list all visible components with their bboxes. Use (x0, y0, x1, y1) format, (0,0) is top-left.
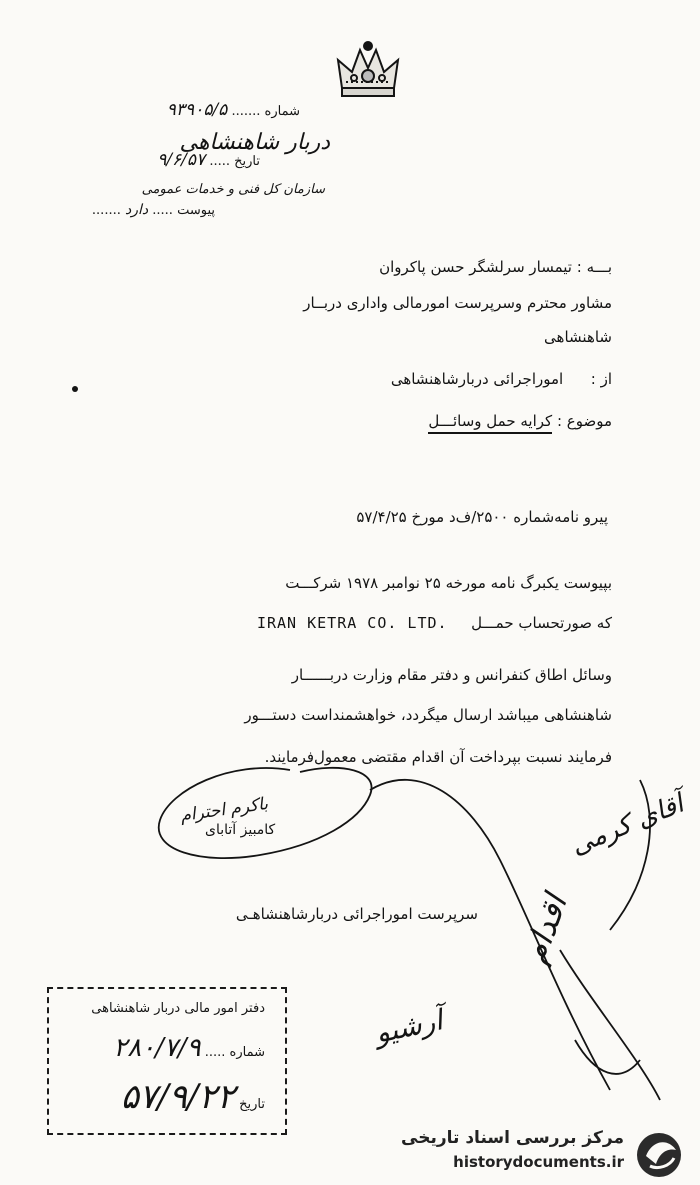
stamp-date-value: ۵۷/۹/۲۲ (120, 1077, 235, 1117)
receipt-stamp (47, 987, 287, 1135)
reference-date: تاریخ ..... ۹/۶/۵۷ (157, 150, 260, 170)
annotation-note-2: اقدام (515, 889, 575, 969)
body-line-2-text: که صورتحساب حمـــل (471, 614, 612, 632)
stamp-number-label: شماره (229, 1045, 265, 1060)
body-line-4: شاهنشاهی میباشد ارسال میگردد، خواهشمنداست دستـــور (244, 706, 612, 724)
annotation-note-1: آقای کرمی (566, 788, 688, 862)
letterhead-title: دربار شاهنشاهی (179, 130, 330, 155)
stamp-number: شماره ..... ۲۸۰/۷/۹ (113, 1033, 265, 1063)
stamp-title: دفتر امور مالی دربار شاهنشاهی (91, 1001, 265, 1016)
body-reference-line: پیرو نامه‌شماره ۲۵۰۰/ف‌د مورخ ۵۷/۴/۲۵ (356, 508, 608, 526)
reference-date-label: تاریخ (234, 154, 260, 169)
reference-number-value: ۹۳۹۰۵/۵ (166, 100, 228, 120)
reference-attachment: پیوست ..... دارد ....... (91, 202, 215, 218)
reference-number: شماره ....... ۹۳۹۰۵/۵ (166, 100, 300, 120)
subject-label: موضوع : (556, 412, 612, 430)
footer-organization: مرکز بررسی اسناد تاریخی (401, 1128, 624, 1148)
stamp-date (121, 1077, 265, 1117)
body-line-5: فرمایند نسبت بپرداخت آن اقدام مقتضی معمول‌فرمایند. (264, 748, 612, 766)
stamp-number-value: ۲۸۰/۷/۹ (113, 1033, 201, 1063)
company-name: IRAN KETRA CO. LTD. (256, 614, 448, 632)
annotation-note-3: آرشیو (372, 1003, 446, 1050)
body-line-1: بپیوست یکبرگ نامه مورخه ۲۵ نوامبر ۱۹۷۸ شرکـــت (285, 574, 612, 592)
recipient-line-2: مشاور محترم وسرپرست امورمالی واداری دربــار (303, 294, 612, 312)
footer-website[interactable]: historydocuments.ir (453, 1153, 624, 1171)
sender-value: اموراجرائی دربارشاهنشاهی (390, 370, 564, 388)
signer-name: کامبیز آتابای (205, 822, 276, 838)
signature-handwritten: باکرم احترام (179, 793, 270, 827)
recipient-name: تیمسار سرلشگر حسن پاکروان (379, 258, 572, 276)
recipient-line-3: شاهنشاهی (544, 328, 612, 346)
stamp-date-label: تاریخ (239, 1097, 265, 1112)
reference-number-label: شماره (264, 104, 300, 119)
reference-attachment-value: دارد (125, 202, 149, 218)
signer-title: سرپرست اموراجرائی دربارشاهنشاهـی (235, 905, 478, 923)
letterhead-subtitle: سازمان کل فنی و خدمات عمومی (141, 182, 325, 197)
recipient-to-label: بـــه : (576, 258, 612, 276)
sender-label: از : (590, 370, 612, 388)
reference-attachment-label: پیوست (177, 203, 215, 218)
archive-logo-icon (632, 1130, 686, 1180)
body-line-3: وسائل اطاق کنفرانس و دفتر مقام وزارت دربــــــار (291, 666, 612, 684)
reference-date-value: ۹/۶/۵۷ (157, 150, 206, 170)
subject-value: کرایه حمل وسائـــل (428, 412, 552, 434)
